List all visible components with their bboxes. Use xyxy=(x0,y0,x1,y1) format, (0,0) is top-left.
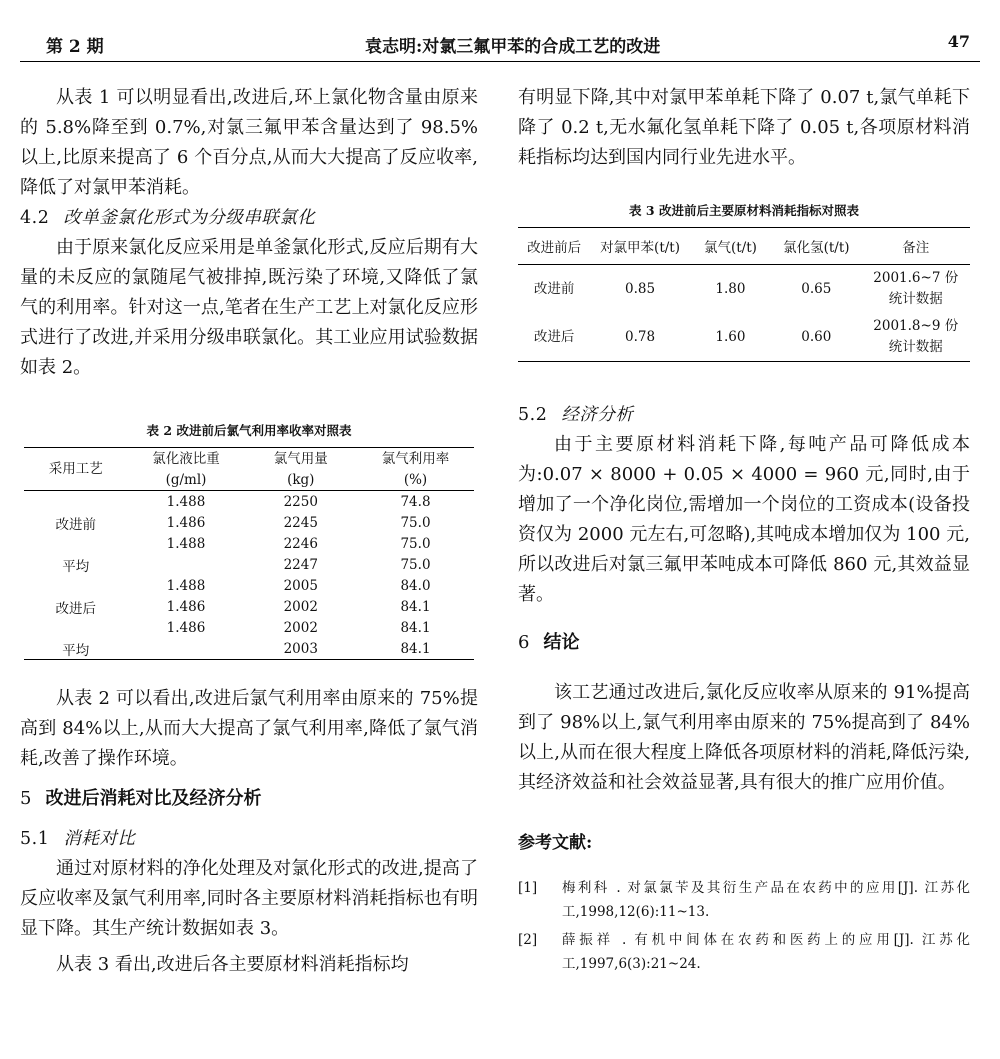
row-label xyxy=(24,617,128,638)
reference-text: 薛振祥 . 有机中间体在农药和医药上的应用[J]. 江苏化工,1997,6(3):21~24. xyxy=(562,932,970,972)
table-cell: 84.1 xyxy=(400,619,431,636)
row-label: 改进前 xyxy=(533,280,575,297)
section-number: 4.2 xyxy=(20,208,50,228)
column-header: 氯气(t/t) xyxy=(690,228,771,265)
table-row xyxy=(24,638,474,660)
table-row xyxy=(24,554,474,575)
table-cell: 84.1 xyxy=(400,640,431,657)
table-cell: 1.486 xyxy=(166,619,206,636)
section-title: 改进后消耗对比及经济分析 xyxy=(45,788,262,809)
note-line: 2001.6~7 份 xyxy=(873,270,959,286)
table-cell: 2250 xyxy=(283,493,318,510)
column-header: 氯气用量 xyxy=(273,450,328,467)
table-cell: 1.488 xyxy=(166,493,206,510)
table-cell xyxy=(128,638,245,660)
column-header: 改进前后 xyxy=(518,228,590,265)
table-row xyxy=(24,617,474,638)
column-unit: (g/ml) xyxy=(128,469,245,491)
reference-number: [1] xyxy=(518,880,538,896)
table-row xyxy=(518,265,970,314)
page-header xyxy=(20,30,980,60)
page-number: 47 xyxy=(947,32,970,51)
table-cell: 75.0 xyxy=(400,535,431,552)
table-row xyxy=(24,596,474,617)
row-label: 改进前 xyxy=(55,516,96,533)
table-cell: 2002 xyxy=(283,619,318,636)
table-cell: 75.0 xyxy=(400,514,431,531)
references-list xyxy=(518,876,970,976)
table xyxy=(518,227,970,362)
table-cell: 2003 xyxy=(283,640,318,657)
row-label xyxy=(24,575,128,596)
table-row xyxy=(24,575,474,596)
table-cell: 2247 xyxy=(283,556,318,573)
column-header: 氯化液比重 xyxy=(152,450,220,467)
column-header: 备注 xyxy=(862,228,971,265)
table-cell-note xyxy=(862,313,971,362)
paragraph: 从表 3 看出,改进后各主要原材料消耗指标均 xyxy=(56,954,409,975)
reference-item xyxy=(518,876,970,924)
issue-number: 第 2 期 xyxy=(46,37,104,57)
section-heading-4-2 xyxy=(20,203,478,233)
table-caption: 表 3 改进前后主要原材料消耗指标对照表 xyxy=(629,203,859,218)
section-title: 改单釜氯化形式为分级串联氯化 xyxy=(63,208,316,228)
table-cell: 1.488 xyxy=(166,577,206,594)
column-header: 对氯甲苯(t/t) xyxy=(590,228,689,265)
left-column xyxy=(20,80,478,980)
section-number: 5 xyxy=(20,788,32,809)
table-cell: 1.488 xyxy=(166,535,206,552)
table-caption: 表 2 改进前后氯气利用率收率对照表 xyxy=(146,423,352,438)
section-heading-6 xyxy=(518,628,970,658)
section-title: 经济分析 xyxy=(561,405,634,425)
note-line: 统计数据 xyxy=(888,291,943,307)
row-label xyxy=(24,533,128,554)
table-cell: 1.486 xyxy=(166,598,206,615)
paragraph: 由于原来氯化反应采用是单釜氯化形式,反应后期有大量的未反应的氯随尾气被排掉,既污染了环境,又降低了氯气的利用率。针对这一点,笔者在生产工艺上对氯化反应形式进行了改进,并采用分级串联氯化。其工业应用试验数据如表 2。 xyxy=(20,237,478,378)
table-2 xyxy=(20,421,478,660)
section-number: 5.1 xyxy=(20,829,50,849)
row-label: 平均 xyxy=(62,642,90,659)
table xyxy=(24,447,474,660)
row-label: 改进后 xyxy=(55,600,96,617)
table-cell: 2245 xyxy=(283,514,318,531)
table-row xyxy=(24,512,474,533)
section-heading-5-2 xyxy=(518,400,970,430)
paragraph: 有明显下降,其中对氯甲苯单耗下降了 0.07 t,氯气单耗下降了 0.2 t,无水氟化氢单耗下降了 0.05 t,各项原材料消耗指标均达到国内同行业先进水平。 xyxy=(518,87,970,168)
table-row xyxy=(518,313,970,362)
reference-item xyxy=(518,928,970,976)
section-number: 6 xyxy=(518,632,530,653)
table-cell: 2005 xyxy=(283,577,318,594)
table-cell: 2246 xyxy=(283,535,318,552)
row-label xyxy=(24,491,128,513)
section-heading-5 xyxy=(20,784,478,814)
table-cell: 0.85 xyxy=(625,280,656,297)
section-heading-5-1 xyxy=(20,824,478,854)
right-column xyxy=(518,80,970,976)
section-number: 5.2 xyxy=(518,405,548,425)
reference-text: 梅利科 . 对氯氯苄及其衍生产品在农药中的应用[J]. 江苏化工,1998,12(6):11~13. xyxy=(562,880,970,920)
header-rule xyxy=(20,61,980,62)
note-line: 2001.8~9 份 xyxy=(873,318,959,334)
reference-number: [2] xyxy=(518,932,538,948)
column-unit: (%) xyxy=(357,469,474,491)
table-cell: 84.0 xyxy=(400,577,431,594)
column-header: 氯气利用率 xyxy=(381,450,450,467)
table-cell: 1.60 xyxy=(715,328,746,345)
table-cell: 74.8 xyxy=(400,493,431,510)
table-cell: 2002 xyxy=(283,598,318,615)
table-cell: 84.1 xyxy=(400,598,431,615)
row-label: 改进后 xyxy=(533,328,575,345)
table-cell: 75.0 xyxy=(400,556,431,573)
table-row xyxy=(24,533,474,554)
references-heading: 参考文献: xyxy=(518,833,593,853)
row-label: 平均 xyxy=(62,558,90,575)
running-title: 袁志明:对氯三氟甲苯的合成工艺的改进 xyxy=(365,37,661,57)
column-unit: (kg) xyxy=(245,469,358,491)
paragraph: 从表 2 可以看出,改进后氯气利用率由原来的 75%提高到 84%以上,从而大大提高了氯气利用率,降低了氯气消耗,改善了操作环境。 xyxy=(20,688,478,769)
paragraph: 从表 1 可以明显看出,改进后,环上氯化物含量由原来的 5.8%降至到 0.7%,对氯三氟甲苯含量达到了 98.5%以上,比原来提高了 6 个百分点,从而大大提高了反应收率,降低了对氯甲苯消耗。 xyxy=(20,87,478,198)
table-cell: 1.486 xyxy=(166,514,206,531)
section-title: 消耗对比 xyxy=(63,829,136,849)
table-cell-note xyxy=(862,265,971,314)
column-header: 氯化氢(t/t) xyxy=(771,228,861,265)
table-row xyxy=(24,491,474,513)
paragraph: 通过对原材料的净化处理及对氯化形式的改进,提高了反应收率及氯气利用率,同时各主要原材料消耗指标也有明显下降。其生产统计数据如表 3。 xyxy=(20,858,478,939)
section-title: 结论 xyxy=(543,632,580,653)
column-header: 采用工艺 xyxy=(24,448,128,491)
table-cell: 0.65 xyxy=(801,280,832,297)
paragraph: 由于主要原材料消耗下降,每吨产品可降低成本为:0.07 × 8000 + 0.05 × 4000 = 960 元,同时,由于增加了一个净化岗位,需增加一个岗位的工资成本(设备投资仅为 2000 元左右,可忽略),其吨成本增加仅为 100 元,所以改进后对氯三氟甲苯吨成本可降低 860 元,其效益显著。 xyxy=(518,434,970,605)
paragraph: 该工艺通过改进后,氯化反应收率从原来的 91%提高到了 98%以上,氯气利用率由原来的 75%提高到了 84%以上,从而在很大程度上降低各项原材料的消耗,降低污染,其经济效益和社会效益显著,具有很大的推广应用价值。 xyxy=(518,682,970,793)
table-cell: 0.60 xyxy=(801,328,832,345)
table-cell xyxy=(128,554,245,575)
table-cell: 0.78 xyxy=(625,328,656,345)
table-cell: 1.80 xyxy=(715,280,746,297)
note-line: 统计数据 xyxy=(888,339,943,355)
table-3 xyxy=(518,201,970,362)
